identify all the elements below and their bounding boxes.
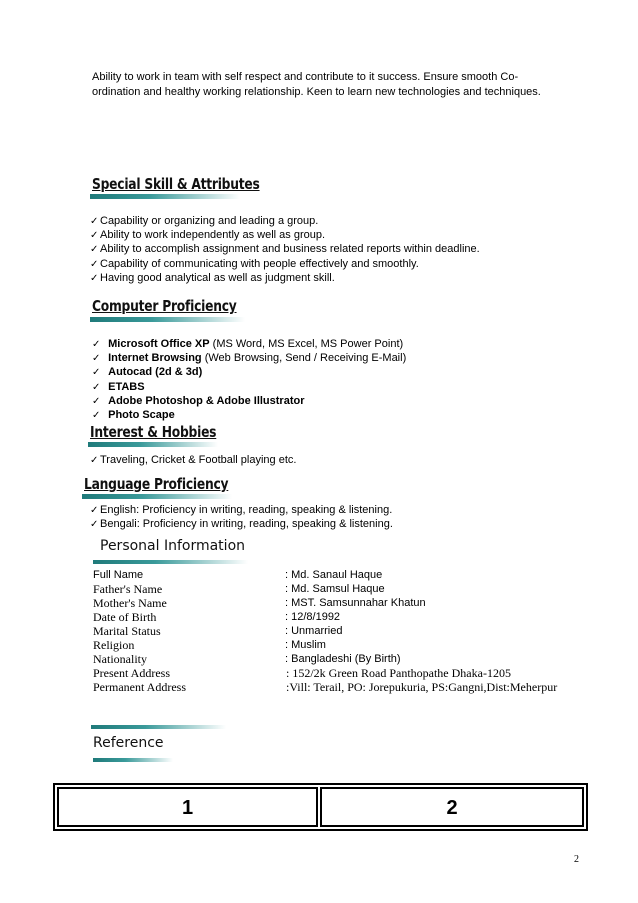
- check-icon: ✓: [92, 339, 101, 350]
- personal-info-row: Permanent Address :Vill: Terail, PO: Jorepukuria, PS:Gangni,Dist:Meherpur: [93, 680, 558, 694]
- language-proficiency-heading: Language Proficiency: [84, 475, 229, 493]
- personal-info-row: Full Name : Md. Sanaul Haque: [93, 569, 383, 581]
- personal-info-row: Date of Birth : 12/8/1992: [93, 610, 341, 624]
- check-icon: ✓: [92, 353, 101, 365]
- check-icon: ✓: [92, 381, 101, 393]
- list-item: ✓ Autocad (2d & 3d): [92, 365, 406, 379]
- page-number: 2: [574, 854, 579, 865]
- list-item: ✓ Internet Browsing (Web Browsing, Send / Receiving E-Mail): [92, 351, 406, 365]
- interest-hobbies-underline-bar: [88, 442, 218, 447]
- check-icon: ✓: [90, 244, 99, 256]
- interest-hobbies-heading: Interest & Hobbies: [90, 423, 217, 441]
- check-icon: ✓: [90, 216, 99, 227]
- list-item: ✓ Having good analytical as well as judgment skill.: [90, 271, 480, 285]
- list-item: ✓ Capability of communicating with people effectively and smoothly.: [90, 257, 480, 271]
- list-item: ✓ Photo Scape: [92, 408, 406, 422]
- special-skills-underline-bar: [90, 194, 240, 199]
- reference-table: [53, 783, 588, 831]
- interest-hobbies-list: [90, 453, 296, 467]
- check-icon: ✓: [90, 230, 99, 242]
- list-item: ✓ ETABS: [92, 380, 406, 394]
- reference-heading: Reference: [93, 735, 164, 751]
- personal-info-row: Present Address : 152/2k Green Road Panthopathe Dhaka-1205: [93, 666, 511, 680]
- reference-underline-bar: [93, 758, 173, 762]
- personal-info-row: Mother's Name : MST. Samsunnahar Khatun: [93, 596, 426, 610]
- computer-proficiency-heading: Computer Proficiency: [92, 297, 237, 315]
- list-item: ✓ Adobe Photoshop & Adobe Illustrator: [92, 394, 406, 408]
- reference-cell-1: 1: [57, 787, 318, 827]
- computer-proficiency-list: [92, 337, 406, 422]
- list-item: ✓ Capability or organizing and leading a group.: [90, 214, 480, 228]
- check-icon: ✓: [90, 505, 99, 516]
- personal-info-row: Marital Status : Unmarried: [93, 624, 343, 638]
- computer-proficiency-underline-bar: [90, 317, 245, 322]
- check-icon: ✓: [92, 409, 101, 421]
- intro-paragraph: Ability to work in team with self respect and contribute to it success. Ensure smooth Co-ordination and healthy working relationship. Keen to learn new technologies and techniques.: [92, 71, 541, 98]
- personal-information-underline-bar: [93, 560, 248, 564]
- list-item: ✓ Ability to accomplish assignment and business related reports within deadline.: [90, 242, 480, 256]
- list-item: ✓ Bengali: Proficiency in writing, reading, speaking & listening.: [90, 517, 393, 531]
- personal-info-row: Religion : Muslim: [93, 638, 326, 652]
- special-skills-list: [90, 214, 480, 285]
- check-icon: ✓: [92, 395, 101, 407]
- language-proficiency-list: [90, 503, 393, 531]
- reference-cell-2: 2: [320, 787, 584, 827]
- personal-info-row: Nationality : Bangladeshi (By Birth): [93, 652, 401, 666]
- list-item: ✓ English: Proficiency in writing, reading, speaking & listening.: [90, 503, 393, 517]
- personal-info-row: Father's Name : Md. Samsul Haque: [93, 582, 385, 596]
- reference-top-bar: [91, 725, 226, 729]
- check-icon: ✓: [92, 367, 101, 379]
- special-skills-heading: Special Skill & Attributes: [92, 175, 260, 193]
- check-icon: ✓: [90, 272, 99, 284]
- personal-information-heading: Personal Information: [100, 538, 246, 554]
- list-item: ✓ Microsoft Office XP (MS Word, MS Excel, MS Power Point): [92, 337, 406, 351]
- list-item: ✓ Traveling, Cricket & Football playing etc.: [90, 453, 296, 467]
- list-item: ✓ Ability to work independently as well as group.: [90, 228, 480, 242]
- check-icon: ✓: [90, 258, 99, 270]
- check-icon: ✓: [90, 519, 99, 531]
- language-proficiency-underline-bar: [82, 494, 232, 499]
- check-icon: ✓: [90, 455, 99, 466]
